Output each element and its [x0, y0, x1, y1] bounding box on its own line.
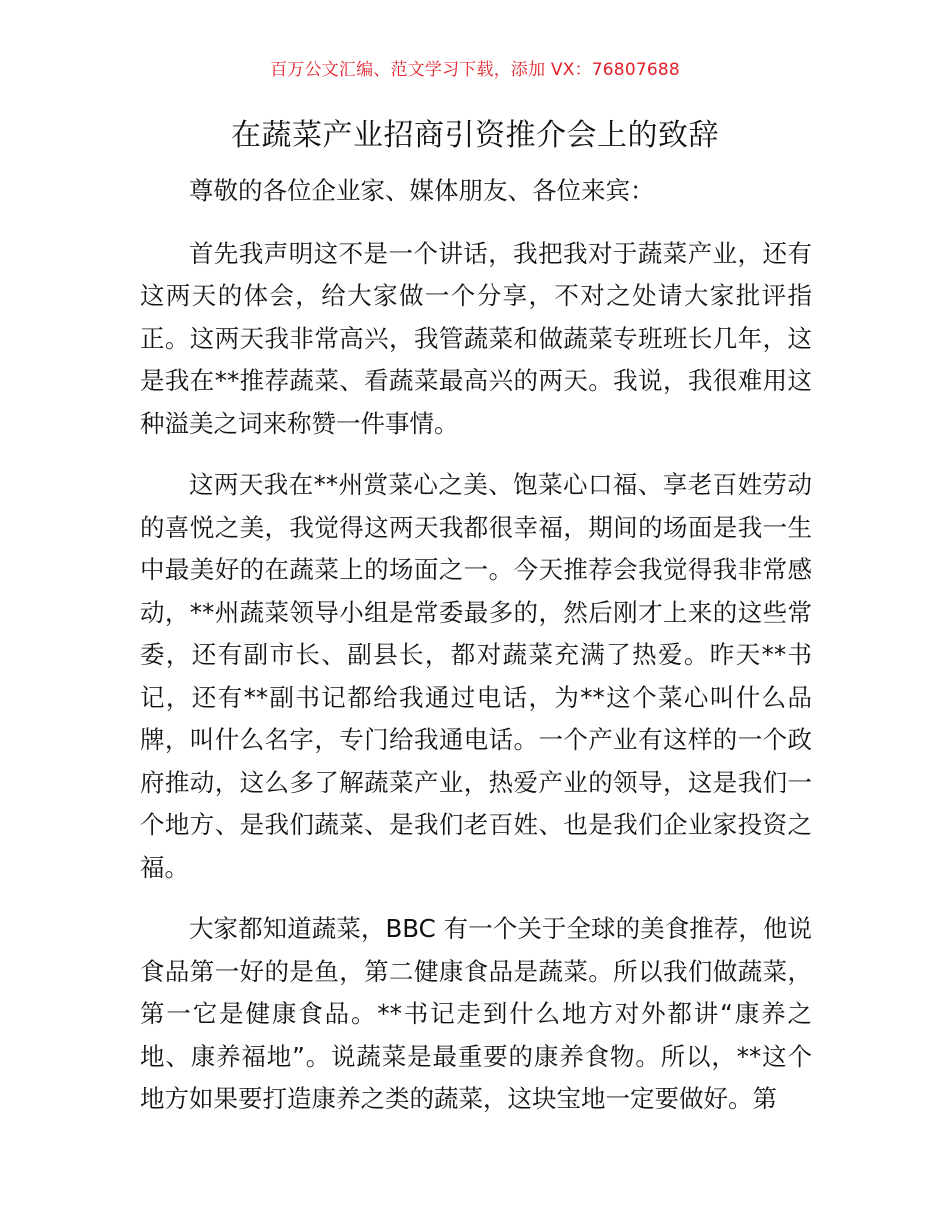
greeting-line: 尊敬的各位企业家、媒体朋友、各位来宾：	[189, 176, 655, 205]
promo-banner: 百万公文汇编、范文学习下载，添加 VX：76807688	[270, 60, 680, 80]
document-title: 在蔬菜产业招商引资推介会上的致辞	[231, 118, 719, 153]
document-body	[140, 170, 812, 1140]
paragraph-1: 首先我声明这不是一个讲话，我把我对于蔬菜产业，还有这两天的体会，给大家做一个分享，不对之处请大家批评指正。这两天我非常高兴，我管蔬菜和做蔬菜专班班长几年，这是我在**推荐蔬菜、看蔬菜最高兴的两天。我说，我很难用这种溢美之词来称赞一件事情。	[140, 238, 812, 438]
paragraph-3: 大家都知道蔬菜，BBC 有一个关于全球的美食推荐，他说食品第一好的是鱼，第二健康食品是蔬菜。所以我们做蔬菜，第一它是健康食品。**书记走到什么地方对外都讲“康养之地、康养福地”。说蔬菜是最重要的康养食物。所以，**这个地方如果要打造康养之类的蔬菜，这块宝地一定要做好。第	[140, 914, 812, 1113]
paragraph-2: 这两天我在**州赏菜心之美、饱菜心口福、享老百姓劳动的喜悦之美，我觉得这两天我都很幸福，期间的场面是我一生中最美好的在蔬菜上的场面之一。今天推荐会我觉得我非常感动，**州蔬菜领导小组是常委最多的，然后刚才上来的这些常委，还有副市长、副县长，都对蔬菜充满了热爱。昨天**书记，还有**副书记都给我通过电话，为**这个菜心叫什么品牌，叫什么名字，专门给我通电话。一个产业有这样的一个政府推动，这么多了解蔬菜产业，热爱产业的领导，这是我们一个地方、是我们蔬菜、是我们老百姓、也是我们企业家投资之福。	[140, 470, 812, 882]
